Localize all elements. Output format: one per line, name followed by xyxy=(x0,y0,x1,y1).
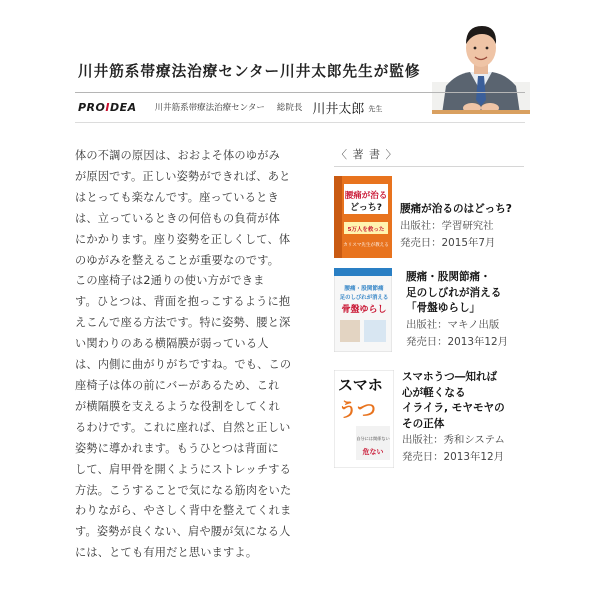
book-title-3-line3: イライラ, モヤモヤの xyxy=(402,402,505,414)
book-cover-2 xyxy=(334,268,392,352)
article-body xyxy=(75,146,323,564)
book-title-1: 腰痛が治るのはどっち? xyxy=(400,203,512,215)
book-title-3-line4: その正体 xyxy=(402,417,445,430)
article-line: 姿勢に導かれます。もうひとつは背面に xyxy=(75,441,279,455)
books-heading: 〈 著 書 〉 xyxy=(336,148,398,161)
book-title-2-line2: 足のしびれが消える xyxy=(406,286,502,299)
book-title-3-line2: 心が軽くなる xyxy=(402,386,466,399)
article-line: が原因です。正しい姿勢ができれば、あと xyxy=(75,169,291,183)
book-cover-3 xyxy=(334,370,394,468)
article-line: 座椅子は体の前にバーがあるため、これ xyxy=(75,378,280,392)
book-cover-1-banner: 5万人を救った xyxy=(347,227,385,233)
article-line: るわけです。これに座れば、自然と正しい xyxy=(75,420,291,434)
book-title-3-line1: スマホうつ―知れば xyxy=(402,371,498,383)
book-cover-1-subtitle: どっち? xyxy=(349,203,383,213)
page-headline: 川井筋系帯療法治療センター川井太郎先生が監修 xyxy=(78,63,421,80)
book-title-2-line1: 腰痛・股関節痛・ xyxy=(406,271,491,283)
doctor-portrait xyxy=(432,12,530,114)
article-line: して、肩甲骨を開くようにストレッチする xyxy=(75,462,292,476)
article-line: には、とても有用だと思いますよ。 xyxy=(75,546,258,560)
article-line: す。ひとつは、背面を抱っこするように抱 xyxy=(75,295,291,309)
book-cover-2-line1: 腰痛・股関節痛 xyxy=(344,286,384,292)
article-line: この座椅子は2通りの使い方ができま xyxy=(75,274,265,288)
book-cover-3-caption: 自分には関係ない xyxy=(356,436,390,441)
book-cover-1-title: 腰痛が治る xyxy=(344,191,388,201)
book-cover-3-title: スマホ xyxy=(338,376,383,394)
header-top-rule xyxy=(75,92,525,93)
book-publisher-2: 出版社：マキノ出版 xyxy=(406,318,500,331)
book-cover-3-warning: 危ない xyxy=(362,448,384,456)
book-date-3: 発売日：2013年12月 xyxy=(402,451,505,463)
book-publisher-3: 出版社：秀和システム xyxy=(402,434,505,446)
article-line: のゆがみを整えることが重要なのです。 xyxy=(75,253,280,267)
article-line: は、内側に曲がりがちですね。でも、この xyxy=(75,358,292,372)
byline xyxy=(78,96,382,118)
article-line: 体の不調の原因は、おおよそ体のゆがみ xyxy=(75,149,280,162)
book-cover-2-line3: 骨盤ゆらし xyxy=(341,305,387,315)
book-title-2-line3: 「骨盤ゆらし」 xyxy=(406,302,481,314)
author-role: 総院長 xyxy=(276,103,303,113)
book-publisher-1: 出版社：学習研究社 xyxy=(400,219,494,232)
book-info-1 xyxy=(400,202,530,252)
article-line: にかかります。座り姿勢を正しくして、体 xyxy=(75,232,291,246)
author-honorific: 先生 xyxy=(368,105,383,113)
books-rule xyxy=(334,166,524,167)
article-line: い関わりのある横隔膜が弱っている人 xyxy=(75,337,269,351)
organization-name: 川井筋系帯療法治療センター xyxy=(154,103,265,113)
article-line: 方法。こうすることで気になる筋肉をいた xyxy=(75,483,292,497)
article-line: はとっても楽なんです。座っているとき xyxy=(75,190,279,204)
book-cover-1-tagline: カリスマ先生が教える xyxy=(343,243,389,248)
book-cover-2-line2: 足のしびれが消える xyxy=(339,295,389,301)
article-line: は、立っているときの何倍もの負荷が体 xyxy=(75,211,280,225)
header-bottom-rule xyxy=(75,122,525,123)
article-line: す。姿勢が良くない、肩や腰が気になる人 xyxy=(75,525,291,539)
book-info-2 xyxy=(406,270,530,351)
article-line: えこんで座る方法です。特に姿勢、腰と深 xyxy=(75,316,291,330)
book-cover-3-subtitle: うつ xyxy=(338,399,377,421)
author-name: 川井太郎 xyxy=(312,101,365,117)
book-date-2: 発売日：2013年12月 xyxy=(406,335,509,348)
book-cover-1 xyxy=(334,176,392,258)
proidea-logo: PROIDEA xyxy=(78,100,137,114)
book-date-1: 発売日：2015年7月 xyxy=(400,236,496,249)
book-info-3 xyxy=(402,370,528,466)
article-line: わりながら、やさしく背中を整えてくれま xyxy=(75,504,292,518)
article-line: が横隔膜を支えるような役割をしてくれ xyxy=(75,399,280,413)
